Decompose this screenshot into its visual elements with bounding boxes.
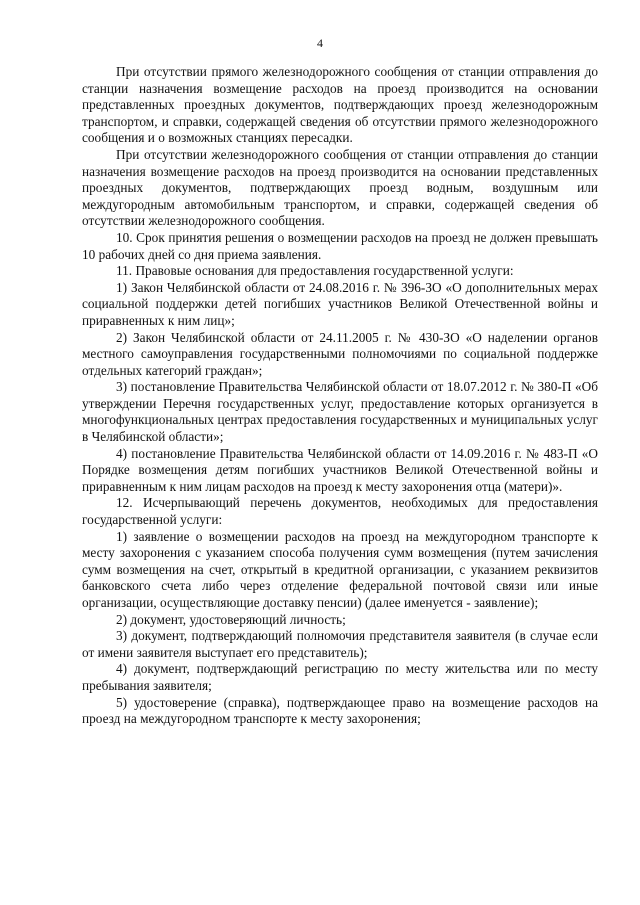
document-item-2: 2) документ, удостоверяющий личность; [116, 611, 346, 627]
legal-basis-item-4: 4) постановление Правительства Челябинской области от 14.09.2016 г. № 483-П «О Порядке возмещения детям погибших участников Великой Отечественной войны и приравненным к ним лицам расходов на проезд к месту захоронения отца (матери)». [82, 445, 598, 494]
paragraph-10-decision-term: 10. Срок принятия решения о возмещении расходов на проезд не должен превышать 10 рабочих дней со дня приема заявления. [82, 229, 598, 262]
paragraph-11-legal-basis: 11. Правовые основания для предоставления государственной услуги: [116, 263, 514, 279]
legal-basis-item-2: 2) Закон Челябинской области от 24.11.2005 г. № 430-ЗО «О наделении органов местного самоуправления государственными полномочиями по социальной поддержке отдельных категорий граждан»; [82, 329, 598, 378]
paragraph-12-documents-list: 12. Исчерпывающий перечень документов, необходимых для предоставления государственной услуги: [82, 495, 598, 528]
document-item-5: 5) удостоверение (справка), подтверждающее право на возмещение расходов на проезд на междугородном транспорте к месту захоронения; [82, 694, 598, 727]
document-item-4: 4) документ, подтверждающий регистрацию по месту жительства или по месту пребывания заявителя; [82, 661, 598, 693]
page-number: 4 [317, 36, 323, 50]
paragraph-rail-none: При отсутствии железнодорожного сообщения от станции отправления до станции назначения возмещение расходов на проезд производится на основании представленных проездных документов, подтверждающих проезд водным, воздушным или междугородным автомобильным транспортом, и справки, содержащей сведения об отсутствии железнодорожного сообщения. [82, 146, 598, 229]
paragraph-rail-direct: При отсутствии прямого железнодорожного сообщения от станции отправления до станции назначения возмещение расходов на проезд производится на основании представленных проездных документов, подтверждающих проезд железнодорожным транспортом, и справки, содержащей сведения об отсутствии прямого железнодорожного сообщения и о возможных станциях пересадки. [82, 64, 598, 146]
legal-basis-item-3: 3) постановление Правительства Челябинской области от 18.07.2012 г. № 380-П «Об утверждении Перечня государственных услуг, предоставление которых организуется в многофункциональных центрах предоставления государственных и муниципальных услуг в Челябинской области»; [82, 379, 598, 445]
document-item-1: 1) заявление о возмещении расходов на проезд на междугородном транспорте к месту захоронения с указанием способа получения сумм возмещения (путем зачисления сумм возмещения на счет, открытый в кредитной организации, с указанием реквизитов банковского счета либо через отделение федеральной почтовой связи или иные организации, осуществляющие доставку пенсии) (далее именуется - заявление); [82, 528, 598, 610]
legal-basis-item-1: 1) Закон Челябинской области от 24.08.2016 г. № 396-ЗО «О дополнительных мерах социальной поддержки детей погибших участников Великой Отечественной войны и приравненных к ним лиц»; [82, 279, 598, 328]
document-body [82, 64, 598, 728]
document-item-3: 3) документ, подтверждающий полномочия представителя заявителя (в случае если от имени заявителя выступает его представитель); [82, 628, 598, 660]
